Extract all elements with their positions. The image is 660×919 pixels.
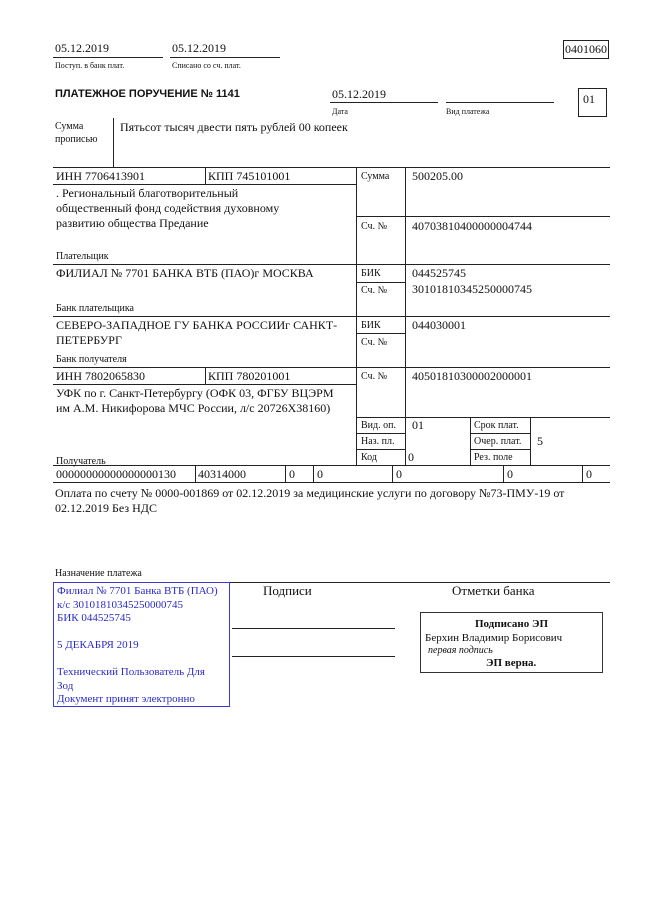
payee-bank-name-line: ПЕТЕРБУРГ xyxy=(56,333,122,347)
purpose-label: Назначение платежа xyxy=(55,568,142,579)
document-title: ПЛАТЕЖНОЕ ПОРУЧЕНИЕ № 1141 xyxy=(55,88,240,100)
bank-marks-label: Отметки банка xyxy=(452,583,535,598)
payer-bank-account-label: Сч. № xyxy=(361,285,388,296)
payer-bank-label: Банк плательщика xyxy=(56,303,134,314)
e-signature-box xyxy=(420,612,603,673)
document-date: 05.12.2019 xyxy=(332,87,386,101)
payee-bik-label: БИК xyxy=(361,320,381,331)
payee-label: Получатель xyxy=(56,456,106,467)
payee-bik: 044030001 xyxy=(412,318,466,332)
op-type-label: Вид. оп. xyxy=(361,420,396,431)
stamp-line: к/с 30101810345250000745 xyxy=(57,598,184,611)
tax-field: 0 xyxy=(507,467,513,481)
stamp-line: Филиал № 7701 Банка ВТБ (ПАО) xyxy=(57,585,218,597)
payer-name-line: развитию общества Предание xyxy=(56,216,209,230)
bank-stamp xyxy=(53,582,230,707)
payer-bik: 044525745 xyxy=(412,266,466,280)
payee-bank-label: Банк получателя xyxy=(56,354,127,365)
payer-name-line: . Региональный благотворительный xyxy=(56,186,239,200)
reserve-label: Рез. поле xyxy=(474,452,513,463)
payer-account: 40703810400000004744 xyxy=(412,219,532,233)
tax-oktmo: 40314000 xyxy=(198,467,246,481)
debited-label: Списано со сч. плат. xyxy=(172,61,241,70)
signer-name: Берхин Владимир Борисович xyxy=(425,632,563,644)
signature-verified: ЭП верна. xyxy=(486,657,537,669)
payer-account-label: Сч. № xyxy=(361,221,388,232)
tax-field: 0 xyxy=(317,467,323,481)
tax-field: 0 xyxy=(586,467,592,481)
payee-bank-name-line: СЕВЕРО-ЗАПАДНОЕ ГУ БАНКА РОССИИг САНКТ- xyxy=(56,318,338,332)
stamp-line: Зод xyxy=(57,679,74,692)
payer-inn: ИНН 7706413901 xyxy=(56,169,145,183)
stamp-line: 5 ДЕКАБРЯ 2019 xyxy=(57,639,139,651)
payer-bank-name: ФИЛИАЛ № 7701 БАНКА ВТБ (ПАО)г МОСКВА xyxy=(56,266,314,280)
payment-type-label: Вид платежа xyxy=(446,107,490,116)
amount-words: Пятьсот тысяч двести пять рублей 00 копеек xyxy=(120,120,348,134)
tax-field: 0 xyxy=(396,467,402,481)
amount-words-label-1: Сумма xyxy=(55,121,84,132)
payer-kpp: КПП 745101001 xyxy=(208,169,291,183)
purpose-line: 02.12.2019 Без НДС xyxy=(55,501,157,515)
due-label: Срок плат. xyxy=(474,420,519,431)
tax-kbk: 00000000000000000130 xyxy=(56,467,176,481)
payee-bank-account-label: Сч. № xyxy=(361,337,388,348)
payee-kpp: КПП 780201001 xyxy=(208,369,291,383)
amount-words-label-2: прописью xyxy=(55,134,98,145)
amount-value: 500205.00 xyxy=(412,169,463,183)
payer-bank-account: 30101810345250000745 xyxy=(412,282,532,296)
payer-name-line: общественный фонд содействия духовному xyxy=(56,201,280,215)
payee-account-label: Сч. № xyxy=(361,371,388,382)
received-date: 05.12.2019 xyxy=(55,41,109,55)
payee-name-line: им А.М. Никифорова МЧС России, л/с 20726Х38160) xyxy=(56,401,331,415)
op-type: 01 xyxy=(412,418,424,432)
code-label: Код xyxy=(361,452,377,463)
priority-label: Очер. плат. xyxy=(474,436,522,447)
stamp-line: Документ принят электронно xyxy=(57,693,195,705)
payer-bik-label: БИК xyxy=(361,268,381,279)
code: 0 xyxy=(408,450,414,464)
received-label: Поступ. в банк плат. xyxy=(55,61,125,70)
amount-label: Сумма xyxy=(361,171,390,182)
purpose-code-label: Наз. пл. xyxy=(361,436,395,447)
status-code: 01 xyxy=(583,92,595,106)
signed-label: Подписано ЭП xyxy=(474,618,549,630)
stamp-line: Технический Пользователь Для xyxy=(57,666,205,678)
payer-label: Плательщик xyxy=(56,251,109,262)
debited-date: 05.12.2019 xyxy=(172,41,226,55)
stamp-line: БИК 044525745 xyxy=(57,612,131,624)
payee-inn: ИНН 7802065830 xyxy=(56,369,145,383)
purpose-line: Оплата по счету № 0000-001869 от 02.12.2019 за медицинские услуги по договору №73-ПМУ-19 от xyxy=(55,486,565,500)
priority: 5 xyxy=(537,434,543,448)
signatures-label: Подписи xyxy=(263,583,312,598)
payee-name-line: УФК по г. Санкт-Петербургу (ОФК 03, ФГБУ ВЦЭРМ xyxy=(56,386,334,400)
date-label: Дата xyxy=(332,107,348,116)
tax-field: 0 xyxy=(289,467,295,481)
form-code: 0401060 xyxy=(565,42,607,56)
payee-account: 40501810300002000001 xyxy=(412,369,532,383)
signer-role: первая подпись xyxy=(428,645,493,656)
